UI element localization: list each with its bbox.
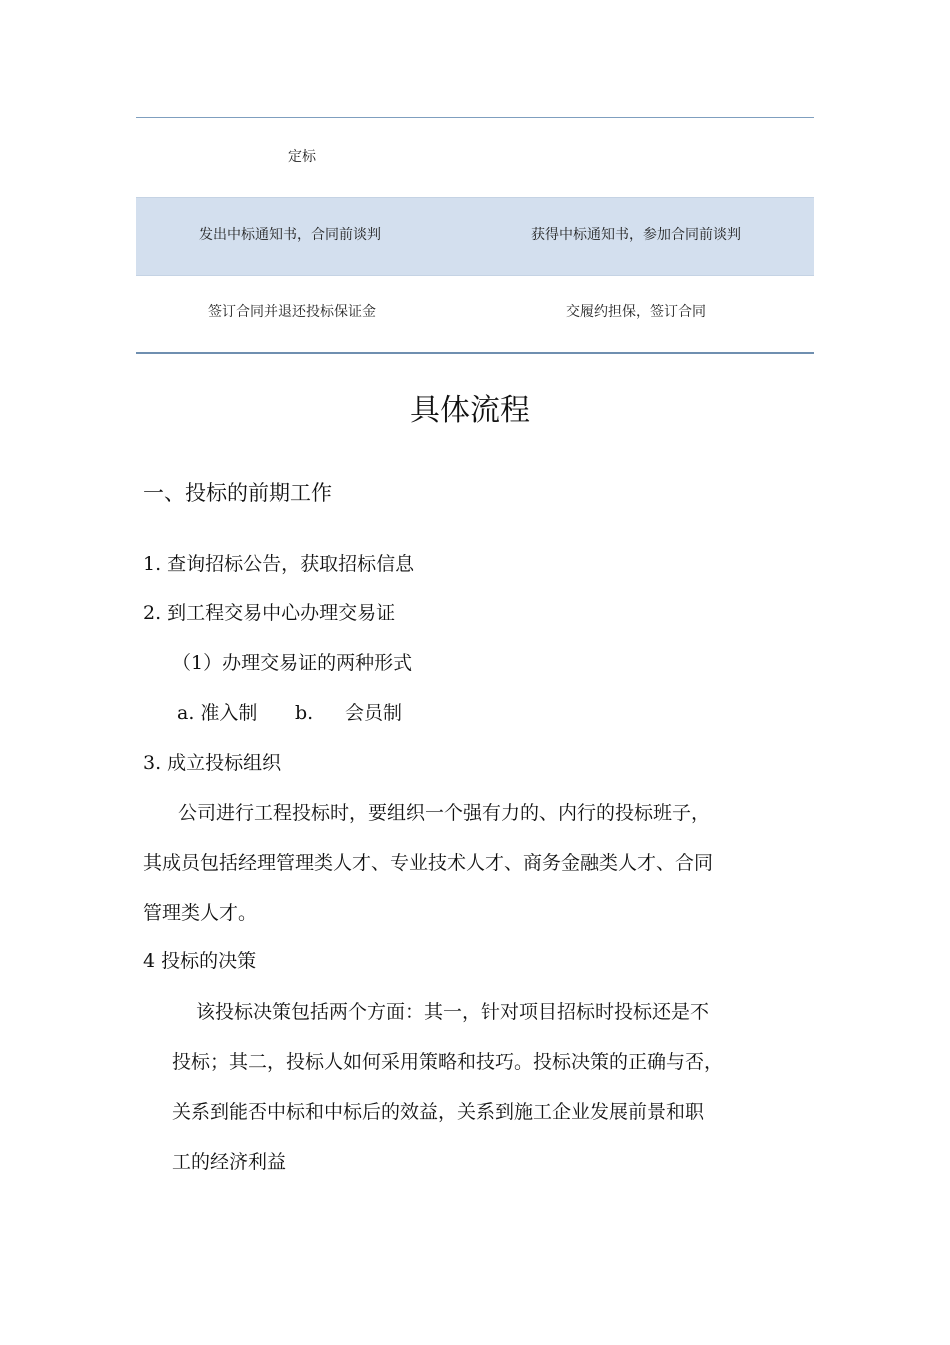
item-4-line-1: 该投标决策包括两个方面：其一，针对项目招标时投标还是不 <box>196 1001 710 1023</box>
item-3: 3. 成立投标组织 <box>143 752 282 774</box>
option-b-text: 会员制 <box>345 702 403 724</box>
table-cell-performance-bond: 交履约担保，签订合同 <box>566 304 706 320</box>
section-heading: 一、投标的前期工作 <box>143 481 332 505</box>
table-cell-receive-notice: 获得中标通知书，参加合同前谈判 <box>531 227 741 243</box>
item-1: 1. 查询招标公告，获取招标信息 <box>143 553 415 575</box>
item-3-line-3: 管理类人才。 <box>143 902 258 924</box>
table-cell-issue-notice: 发出中标通知书，合同前谈判 <box>199 227 381 243</box>
item-4: 4 投标的决策 <box>143 950 257 972</box>
item-2-sub: （1）办理交易证的两种形式 <box>172 652 413 674</box>
item-4-line-3: 关系到能否中标和中标后的效益，关系到施工企业发展前景和职 <box>172 1101 705 1123</box>
table-cell-award: 定标 <box>288 149 316 165</box>
page-title: 具体流程 <box>410 393 530 428</box>
table-bottom-rule <box>136 352 814 354</box>
option-a: a. 准入制 <box>177 702 258 724</box>
table-cell-sign-contract: 签订合同并退还投标保证金 <box>208 304 376 320</box>
item-2: 2. 到工程交易中心办理交易证 <box>143 602 396 624</box>
option-b-marker: b. <box>295 702 314 724</box>
table-top-rule <box>136 117 814 118</box>
item-4-line-2: 投标；其二，投标人如何采用策略和技巧。投标决策的正确与否， <box>172 1051 724 1073</box>
item-3-line-1: 公司进行工程投标时，要组织一个强有力的、内行的投标班子， <box>178 802 711 824</box>
item-3-line-2: 其成员包括经理管理类人才、专业技术人才、商务金融类人才、合同 <box>143 852 714 874</box>
item-4-line-4: 工的经济利益 <box>172 1151 287 1173</box>
